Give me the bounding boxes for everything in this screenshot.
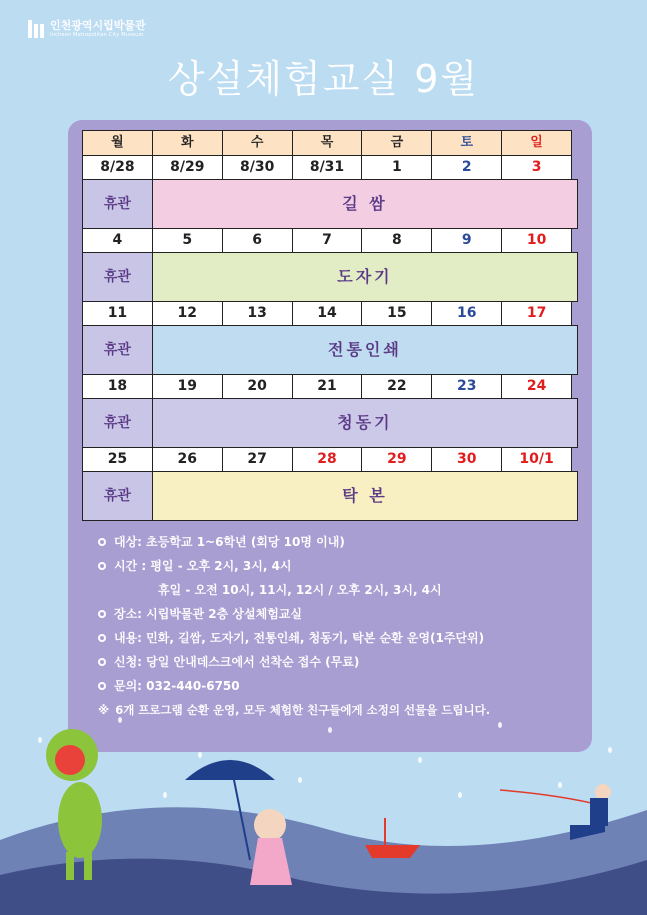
- circle-bullet-icon: [98, 538, 106, 546]
- date-cell: 22: [361, 374, 432, 399]
- date-cell: 13: [222, 301, 293, 326]
- weekday-header: 화: [152, 130, 223, 156]
- date-cell: 25: [82, 447, 153, 472]
- closed-label: 휴관: [82, 179, 153, 229]
- info-time-holiday: 휴일 - 오전 10시, 11시, 12시 / 오후 2시, 3시, 4시: [158, 583, 442, 597]
- date-cell: 17: [501, 301, 572, 326]
- museum-logo: [28, 20, 146, 38]
- date-cell: 14: [292, 301, 363, 326]
- weekday-header: 금: [361, 130, 432, 156]
- weekday-header: 토: [431, 130, 502, 156]
- date-cell: 19: [152, 374, 223, 399]
- date-cell: 7: [292, 228, 363, 253]
- program-row: [82, 325, 578, 375]
- program-name: 도자기: [152, 252, 578, 302]
- logo-english: Incheon Metropolitan City Museum: [50, 32, 144, 38]
- page-title: 상설체험교실 9월: [167, 57, 480, 101]
- date-cell: 5: [152, 228, 223, 253]
- closed-label: 휴관: [82, 252, 153, 302]
- weekday-header: 월: [82, 130, 153, 156]
- date-cell: 23: [431, 374, 502, 399]
- date-row: [82, 375, 578, 399]
- calendar-header-row: [82, 130, 578, 156]
- closed-label: 휴관: [82, 398, 153, 448]
- program-name: 전통인쇄: [152, 325, 578, 375]
- date-cell: 21: [292, 374, 363, 399]
- program-name: 길 쌈: [152, 179, 578, 229]
- date-cell: 4: [82, 228, 153, 253]
- date-cell: 20: [222, 374, 293, 399]
- program-name: 탁 본: [152, 471, 578, 521]
- date-cell: 2: [431, 155, 502, 180]
- date-cell: 16: [431, 301, 502, 326]
- weekday-header: 목: [292, 130, 363, 156]
- date-row: [82, 156, 578, 180]
- date-cell: 6: [222, 228, 293, 253]
- date-cell: 26: [152, 447, 223, 472]
- date-cell: 15: [361, 301, 432, 326]
- info-contact: 문의: 032-440-6750: [98, 674, 588, 698]
- illustration-scene: [0, 700, 647, 915]
- logo-mark-icon: [28, 20, 44, 38]
- info-time-weekday: 시간 : 평일 - 오후 2시, 3시, 4시: [98, 554, 588, 578]
- date-cell: 8/31: [292, 155, 363, 180]
- closed-label: 휴관: [82, 471, 153, 521]
- closed-label: 휴관: [82, 325, 153, 375]
- date-cell: 12: [152, 301, 223, 326]
- info-list: [98, 530, 588, 722]
- circle-bullet-icon: [98, 658, 106, 666]
- date-cell: 8/30: [222, 155, 293, 180]
- date-cell: 24: [501, 374, 572, 399]
- date-cell: 29: [361, 447, 432, 472]
- reference-mark: ※: [98, 703, 110, 717]
- calendar-table: [82, 130, 578, 521]
- circle-bullet-icon: [98, 562, 106, 570]
- schedule-panel: [68, 120, 592, 752]
- circle-bullet-icon: [98, 634, 106, 642]
- date-cell: 9: [431, 228, 502, 253]
- date-cell: 10: [501, 228, 572, 253]
- date-cell: 11: [82, 301, 153, 326]
- date-cell: 8/28: [82, 155, 153, 180]
- program-row: [82, 179, 578, 229]
- program-row: [82, 252, 578, 302]
- date-cell: 27: [222, 447, 293, 472]
- date-cell: 8: [361, 228, 432, 253]
- info-place: 장소: 시립박물관 2층 상설체험교실: [98, 602, 588, 626]
- boat-figure: [365, 818, 420, 858]
- info-apply: 신청: 당일 안내데스크에서 선착순 접수 (무료): [98, 650, 588, 674]
- info-note: ※ 6개 프로그램 순환 운영, 모두 체험한 친구들에게 소정의 선물을 드립니다.: [98, 698, 588, 722]
- date-row: [82, 302, 578, 326]
- date-row: [82, 229, 578, 253]
- date-cell: 3: [501, 155, 572, 180]
- info-target: 대상: 초등학교 1~6학년 (회당 10명 이내): [98, 530, 588, 554]
- weekday-header: 수: [222, 130, 293, 156]
- circle-bullet-icon: [98, 682, 106, 690]
- date-cell: 30: [431, 447, 502, 472]
- program-row: [82, 398, 578, 448]
- program-name: 청동기: [152, 398, 578, 448]
- date-cell: 8/29: [152, 155, 223, 180]
- date-row: [82, 448, 578, 472]
- date-cell: 10/1: [501, 447, 572, 472]
- circle-bullet-icon: [98, 610, 106, 618]
- date-cell: 1: [361, 155, 432, 180]
- weekday-header: 일: [501, 130, 572, 156]
- logo-korean: 인천광역시립박물관: [50, 19, 146, 32]
- program-row: [82, 471, 578, 521]
- fisherman-figure: [500, 784, 611, 840]
- raindrops-decoration: [38, 717, 612, 798]
- date-cell: 28: [292, 447, 363, 472]
- info-content: 내용: 민화, 길쌈, 도자기, 전통인쇄, 청동기, 탁본 순환 운영(1주단위): [98, 626, 588, 650]
- date-cell: 18: [82, 374, 153, 399]
